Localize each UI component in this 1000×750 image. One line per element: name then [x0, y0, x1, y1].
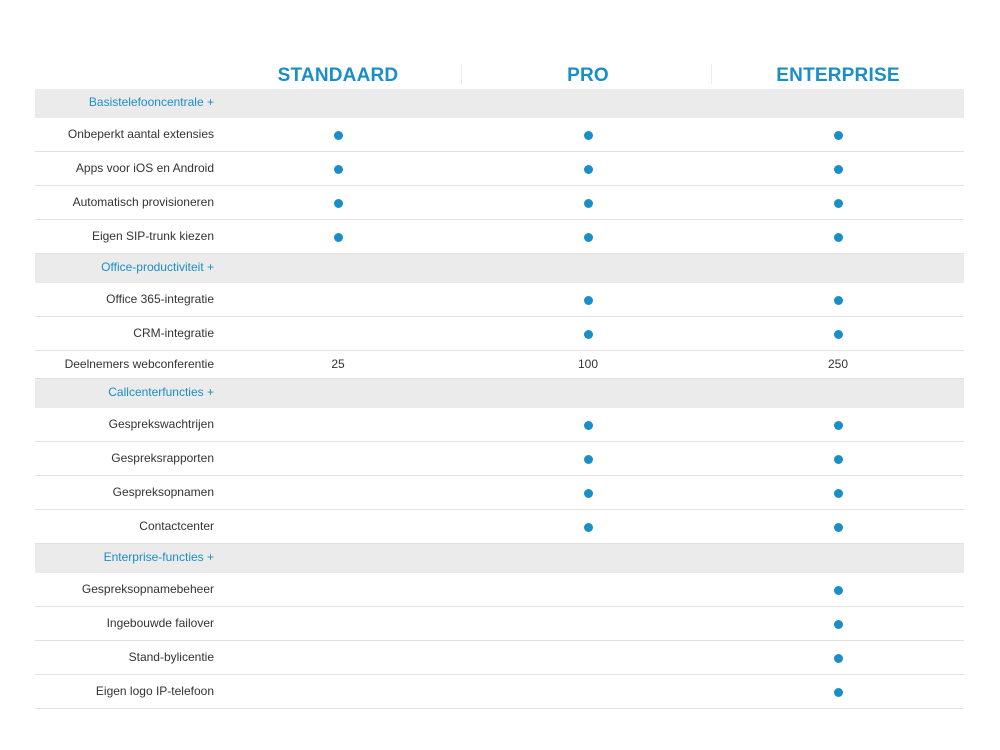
feature-row: [35, 607, 964, 641]
plan-cell: [213, 510, 463, 543]
plan-cell: [213, 118, 463, 151]
included-dot-icon: [834, 233, 843, 242]
included-dot-icon: [834, 489, 843, 498]
section-toggle-label[interactable]: Office-productiviteit +: [101, 260, 214, 274]
plan-cell: [463, 283, 713, 316]
plan-pro-heading: PRO: [567, 65, 609, 86]
included-dot-icon: [584, 455, 593, 464]
included-dot-icon: [834, 296, 843, 305]
feature-label: Stand-bylicentie: [128, 650, 214, 664]
feature-label: Office 365-integratie: [106, 292, 214, 306]
plan-cell: [713, 317, 963, 350]
feature-row: [35, 152, 964, 186]
plan-cell: [713, 442, 963, 475]
plan-cell: [213, 408, 463, 441]
plan-cell: [213, 675, 463, 708]
included-dot-icon: [834, 421, 843, 430]
plan-cell: [713, 283, 963, 316]
plan-cell: [463, 152, 713, 185]
plan-cell: [213, 283, 463, 316]
included-dot-icon: [584, 296, 593, 305]
plan-cell: [213, 442, 463, 475]
plan-cell: [713, 675, 963, 708]
included-dot-icon: [834, 688, 843, 697]
plan-cell: [713, 476, 963, 509]
plan-cell: [713, 607, 963, 640]
plan-cell: [463, 408, 713, 441]
included-dot-icon: [334, 199, 343, 208]
section-header[interactable]: [35, 254, 964, 283]
included-dot-icon: [834, 330, 843, 339]
section-toggle-label[interactable]: Basistelefooncentrale +: [88, 95, 214, 109]
plan-cell: [463, 573, 713, 606]
feature-label: CRM-integratie: [133, 326, 214, 340]
plan-value: 100: [577, 357, 599, 371]
plan-cell: [463, 220, 713, 253]
feature-row: [35, 573, 964, 607]
plan-cell: [463, 118, 713, 151]
feature-label: Gespreksopnamebeheer: [81, 582, 214, 596]
plan-cell: [463, 641, 713, 674]
included-dot-icon: [334, 165, 343, 174]
plan-cell: [713, 641, 963, 674]
plan-cell: [713, 573, 963, 606]
feature-label: Automatisch provisioneren: [72, 195, 214, 209]
included-dot-icon: [584, 421, 593, 430]
included-dot-icon: [834, 199, 843, 208]
feature-row: [35, 476, 964, 510]
feature-row: [35, 351, 964, 379]
included-dot-icon: [834, 654, 843, 663]
section-header[interactable]: [35, 544, 964, 573]
included-dot-icon: [834, 165, 843, 174]
feature-label: Onbeperkt aantal extensies: [67, 127, 214, 141]
plan-cell: [213, 152, 463, 185]
plan-cell: [213, 607, 463, 640]
feature-row: [35, 186, 964, 220]
feature-label: Deelnemers webconferentie: [64, 357, 214, 371]
header-divider: [711, 64, 712, 84]
plan-cell: [463, 476, 713, 509]
plan-cell: [713, 510, 963, 543]
plan-cell: [713, 220, 963, 253]
section-toggle-label[interactable]: Callcenterfuncties +: [108, 385, 214, 399]
plan-cell: [213, 186, 463, 219]
plan-cell: [463, 510, 713, 543]
feature-row: [35, 283, 964, 317]
feature-row: [35, 510, 964, 544]
plan-value: 250: [827, 357, 849, 371]
included-dot-icon: [584, 523, 593, 532]
header-divider: [461, 64, 462, 84]
feature-label: Eigen logo IP-telefoon: [95, 684, 214, 698]
plan-cell: [213, 317, 463, 350]
plan-comparison-table: [35, 60, 964, 709]
plan-cell: [213, 573, 463, 606]
plan-header-row: [35, 60, 964, 89]
included-dot-icon: [584, 330, 593, 339]
feature-label: Gespreksopnamen: [112, 485, 214, 499]
plan-value: 25: [331, 357, 345, 371]
section-header[interactable]: [35, 379, 964, 408]
section-header[interactable]: [35, 89, 964, 118]
plan-cell: [713, 408, 963, 441]
feature-row: [35, 641, 964, 675]
feature-row: [35, 118, 964, 152]
feature-label: Contactcenter: [139, 519, 214, 533]
plan-cell: [713, 152, 963, 185]
feature-row: [35, 408, 964, 442]
included-dot-icon: [584, 199, 593, 208]
included-dot-icon: [584, 489, 593, 498]
plan-cell: [713, 186, 963, 219]
included-dot-icon: [834, 455, 843, 464]
included-dot-icon: [834, 523, 843, 532]
plan-cell: [463, 317, 713, 350]
feature-label: Ingebouwde failover: [106, 616, 214, 630]
feature-label: Gespreksrapporten: [111, 451, 214, 465]
included-dot-icon: [334, 131, 343, 140]
plan-cell: [463, 675, 713, 708]
included-dot-icon: [334, 233, 343, 242]
feature-row: [35, 220, 964, 254]
section-toggle-label[interactable]: Enterprise-functies +: [103, 550, 214, 564]
included-dot-icon: [834, 131, 843, 140]
plan-cell: [213, 476, 463, 509]
included-dot-icon: [834, 586, 843, 595]
feature-label: Gesprekswachtrijen: [108, 417, 214, 431]
plan-cell: [463, 186, 713, 219]
plan-cell: [463, 442, 713, 475]
feature-label: Eigen SIP-trunk kiezen: [91, 229, 214, 243]
included-dot-icon: [584, 165, 593, 174]
included-dot-icon: [584, 131, 593, 140]
feature-row: [35, 675, 964, 709]
feature-label: Apps voor iOS en Android: [75, 161, 214, 175]
plan-cell: [213, 220, 463, 253]
feature-row: [35, 317, 964, 351]
feature-row: [35, 442, 964, 476]
plan-cell: [713, 118, 963, 151]
plan-cell: [213, 641, 463, 674]
plan-cell: [463, 607, 713, 640]
plan-enterprise-heading: ENTERPRISE: [776, 65, 900, 86]
plan-standaard-heading: STANDAARD: [277, 65, 399, 86]
included-dot-icon: [834, 620, 843, 629]
table-body: [35, 89, 964, 709]
included-dot-icon: [584, 233, 593, 242]
